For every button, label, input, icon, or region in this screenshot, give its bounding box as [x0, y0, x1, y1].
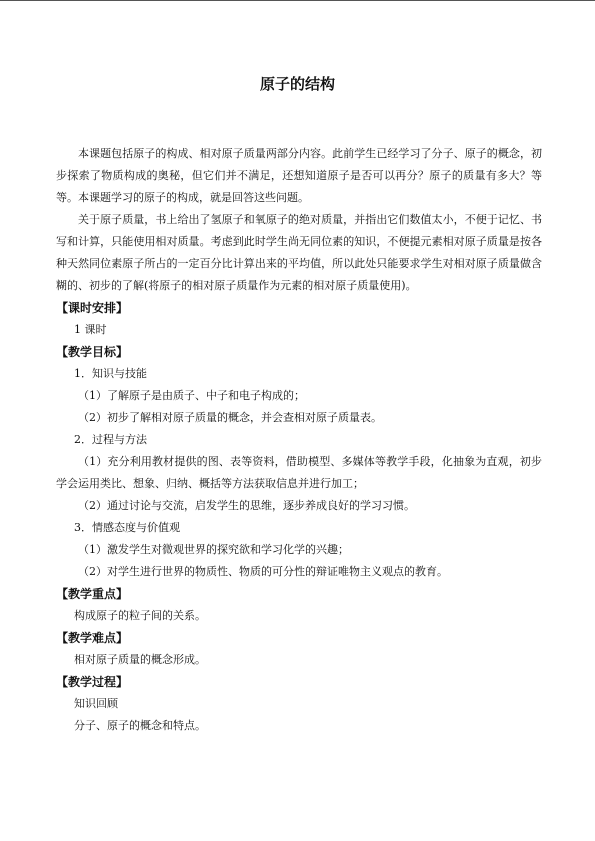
objective-knowledge-title: 1．知识与技能 [74, 367, 147, 380]
objective-knowledge-item-1: （1）了解原子是由质子、中子和电子构成的； [78, 389, 305, 402]
page-top-rule [0, 0, 595, 1]
process-line-1: 知识回顾 [74, 697, 118, 710]
heading-process: 【教学过程】 [56, 675, 129, 689]
heading-key-points: 【教学重点】 [56, 587, 129, 601]
difficulties-text: 相对原子质量的概念形成。 [74, 653, 206, 666]
objective-process-title: 2．过程与方法 [74, 433, 147, 446]
heading-objectives: 【教学目标】 [56, 345, 129, 359]
heading-difficulties: 【教学难点】 [56, 631, 129, 645]
schedule-text: 1 课时 [74, 323, 107, 336]
objective-process-item-2: （2）通过讨论与交流，启发学生的思维，逐步养成良好的学习习惯。 [78, 499, 415, 512]
document-title: 原子的结构 [259, 75, 335, 93]
objective-attitude-item-2: （2）对学生进行世界的物质性、物质的可分性的辩证唯物主义观点的教育。 [78, 565, 448, 578]
process-line-2: 分子、原子的概念和特点。 [74, 719, 206, 732]
objective-attitude-title: 3．情感态度与价值观 [74, 521, 180, 534]
document-body [56, 143, 542, 737]
objective-process-item-1: （1）充分利用教材提供的图、表等资料，借助模型、多媒体等教学手段，化抽象为直观，初步学会运用类比、想象、归纳、概括等方法获取信息并进行加工； [56, 455, 542, 490]
intro-paragraph-1: 本课题包括原子的构成、相对原子质量两部分内容。此前学生已经学习了分子、原子的概念，初步探索了物质构成的奥秘，但它们并不满足，还想知道原子是否可以再分？原子的质量有多大？等等。本课题学习的原子的构成，就是回答这些问题。 [56, 147, 542, 204]
key-points-text: 构成原子的粒子间的关系。 [74, 609, 206, 622]
heading-schedule: 【课时安排】 [56, 301, 129, 315]
intro-paragraph-2: 关于原子质量，书上给出了氢原子和氧原子的绝对质量，并指出它们数值太小，不便于记忆、书写和计算，只能使用相对质量。考虑到此时学生尚无同位素的知识，不便提元素相对原子质量是按各种天然同位素原子所占的一定百分比计算出来的平均值，所以此处只能要求学生对相对原子质量做含糊的、初步的了解(将原子的相对原子质量作为元素的相对原子质量使用)。 [56, 213, 542, 292]
objective-knowledge-item-2: （2）初步了解相对原子质量的概念，并会查相对原子质量表。 [78, 411, 382, 424]
objective-attitude-item-1: （1）激发学生对微观世界的探究欲和学习化学的兴趣； [78, 543, 349, 556]
